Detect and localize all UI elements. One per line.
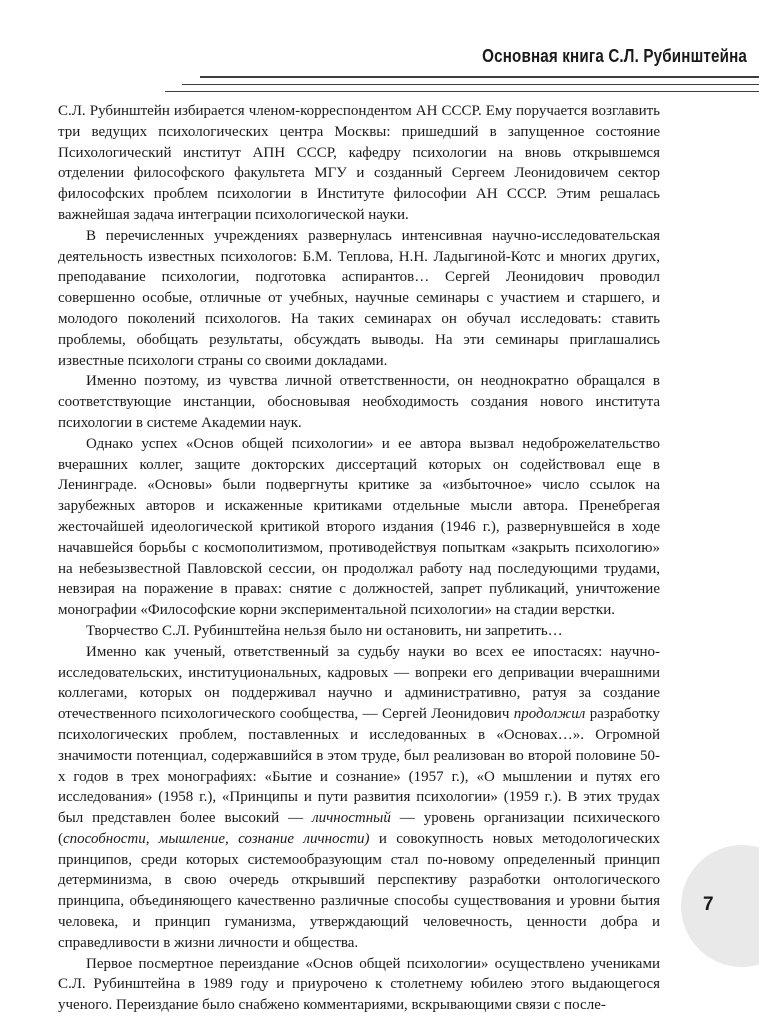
- paragraph-text: Именно как ученый, ответственный за судьбу науки во всех ее ипостасях: научно-исследовательских, институциональных, кадровых — вопреки его депривации вчерашними коллегами, которых он поддерживал научно и административно, ратуя за создание отечественного психологического сообщества, — Сергей Леонидович: [58, 643, 660, 723]
- running-header-title: Основная книга С.Л. Рубинштейна: [482, 45, 747, 66]
- paragraph: Однако успех «Основ общей психологии» и ее автора вызвал недоброжелательство вчерашних коллег, защите докторских диссертаций которых он содействовал еще в Ленинграде. «Основы» были подвергнуты критике за «избыточное» число ссылок на зарубежных авторов и искаженные критиками отдельные мысли автора. Пренебрегая жесточайшей идеологической критикой второго издания (1946 г.), развернувшейся в ходе начавшейся борьбы с космополитизмом, противодействуя попыткам «закрыть психологию» на небезызвестной Павловской сессии, он продолжал работу над последующими трудами, невзирая на поражение в правах: снятие с должностей, запрет публикаций, уничтожение монографии «Философские корни экспериментальной психологии» на стадии верстки.: [58, 435, 660, 619]
- paragraph: Именно поэтому, из чувства личной ответственности, он неоднократно обращался в соответствующие инстанции, обосновывая необходимость создания нового института психологии в системе Академии наук.: [58, 373, 660, 431]
- body-text: [58, 101, 660, 1016]
- paragraph: Творчество С.Л. Рубинштейна нельзя было ни остановить, ни запретить…: [86, 622, 563, 639]
- paragraph-text: и совокупность новых методологических принципов, среди которых системообразующим стал по-новому определенный принцип детерминизма, в свою очередь открывший перспективу разработки онтологического принципа, объединяющего качественно различные способы существования и уровни бытия человека, и принцип гуманизма, утверждающий человечность, ценности добра и справедливости в жизни личности и общества.: [58, 830, 660, 951]
- emphasis-text: личностный: [312, 810, 391, 827]
- paragraph: [58, 642, 660, 954]
- paragraph: Первое посмертное переиздание «Основ общей психологии» осуществлено учениками С.Л. Рубинштейна в 1989 году и приурочено к столетнему юбилею этого выдающегося ученого. Переиздание было снабжено комментариями, вскрывающими связи с после-: [58, 955, 660, 1014]
- paragraph: В перечисленных учреждениях развернулась интенсивная научно-исследовательская деятельность известных психологов: Б.М. Теплова, Н.Н. Ладыгиной-Котс и многих других, преподавание психологии, подготовка аспирантов… Сергей Леонидович проводил совершенно особые, отличные от учебных, научные семинары с участием и старшего, и молодого поколений психологов. На таких семинарах он обучал исследовать: ставить проблемы, обобщать результаты, обсуждать выводы. На эти семинары приглашались известные психологи страны со своими докладами.: [58, 227, 660, 369]
- page-number: 7: [703, 894, 714, 915]
- paragraph-text: — уровень организации психического (: [58, 810, 660, 847]
- page-number-tab: [681, 845, 759, 967]
- paragraph-text: разработку психологических проблем, поставленных и исследованных в «Основах…». Огромной значимости потенциал, содержавшийся в этом труде, был реализован во второй половине 50-х годов в трех монографиях: «Бытие и сознание» (1957 г.), «О мышлении и путях его исследования» (1958 г.), «Принципы и пути развития психологии» (1959 г.). В этих трудах был представлен более высокий —: [58, 706, 660, 827]
- emphasis-text: продолжил: [513, 706, 586, 723]
- header-rule: [200, 76, 759, 78]
- paragraph: С.Л. Рубинштейн избирается членом-корреспондентом АН СССР. Ему поручается возглавить три ведущих психологических центра Москвы: пришедший в запущенное состояние Психологический институт АПН СССР, кафедру психологии на вновь открывшемся отделении философского факультета МГУ и созданный Сергеем Леонидовичем сектор философских проблем психологии в Институте философии АН СССР. Этим решалась важнейшая задача интеграции психологической науки.: [58, 103, 660, 223]
- header-rule: [182, 84, 759, 85]
- header-rule: [165, 91, 759, 92]
- emphasis-text: способности, мышление, сознание личности): [63, 830, 370, 847]
